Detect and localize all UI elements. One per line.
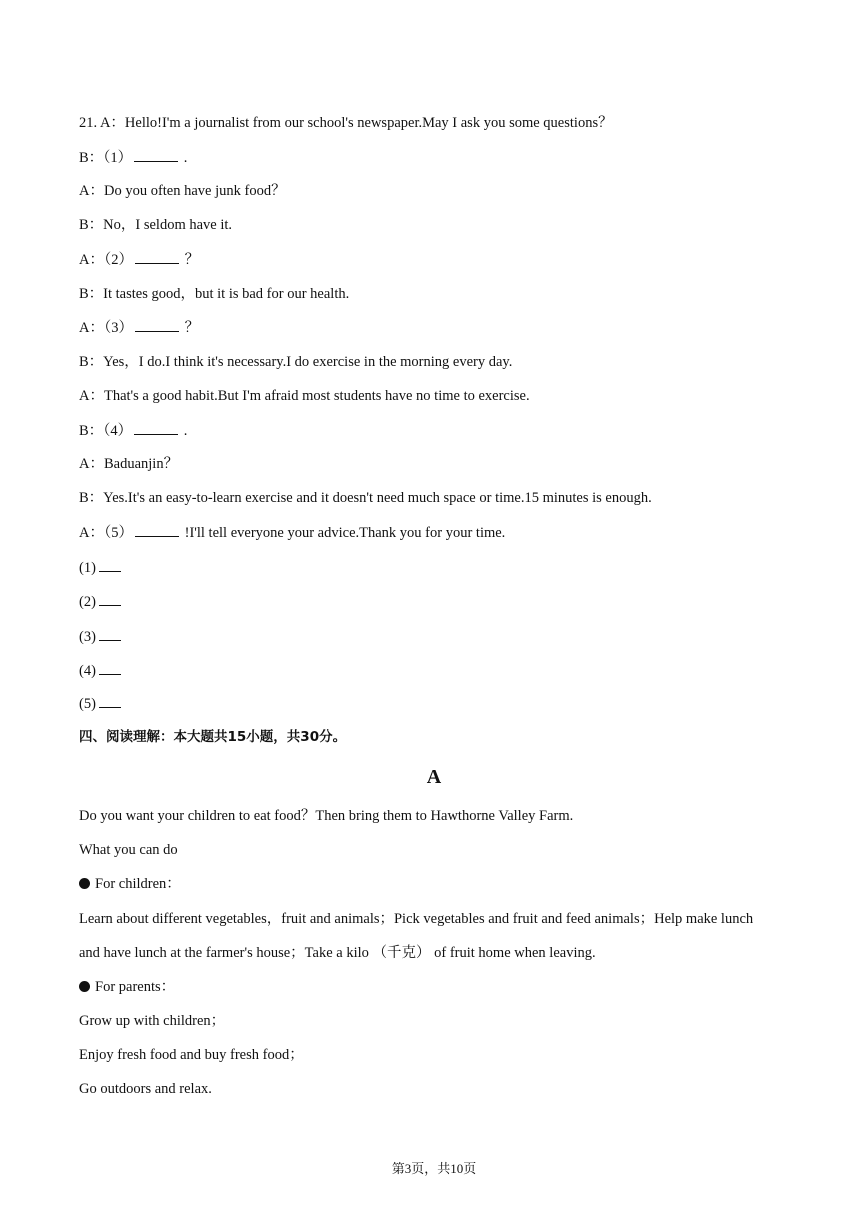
parents-item-2: Enjoy fresh food and buy fresh food； xyxy=(79,1047,304,1063)
answer-blank-2[interactable] xyxy=(135,249,179,264)
dialogue-line-10: A：Baduanjin？ xyxy=(79,456,179,472)
answer-blank-1[interactable] xyxy=(134,147,178,162)
dialogue-tail: ？ xyxy=(180,320,200,336)
answer-blank-3[interactable] xyxy=(135,317,179,332)
dialogue-speaker: A：（5） xyxy=(79,525,133,541)
section-heading-suffix: 分。 xyxy=(319,729,347,745)
dialogue-line-12 xyxy=(79,522,505,543)
answer-line-3 xyxy=(79,626,121,647)
section-score-count: 30 xyxy=(300,729,320,745)
dialogue-tail: . xyxy=(180,150,188,166)
dialogue-line-9 xyxy=(79,420,187,441)
answer-number: (3) xyxy=(79,629,96,645)
passage-title: A xyxy=(426,766,442,788)
dialogue-tail: !I'll tell everyone your advice.Thank you for your time. xyxy=(180,525,506,541)
dialogue-line-2: A：Do you often have junk food？ xyxy=(79,183,286,199)
dialogue-tail: ？ xyxy=(180,252,200,268)
dialogue-speaker: B：（1） xyxy=(79,150,133,166)
section-heading-middle: 小题，共 xyxy=(246,729,301,745)
dialogue-line-4 xyxy=(79,249,199,270)
dialogue-line-5: B：It tastes good，but it is bad for our health. xyxy=(79,286,350,302)
dialogue-line-3: B：No，I seldom have it. xyxy=(79,217,233,233)
answer-field-5[interactable] xyxy=(99,693,121,708)
parents-item-3: Go outdoors and relax. xyxy=(79,1081,212,1097)
section-question-count: 15 xyxy=(227,729,247,745)
dialogue-speaker: A：（3） xyxy=(79,320,133,336)
answer-line-5 xyxy=(79,693,121,714)
answer-line-4 xyxy=(79,660,121,681)
passage-subheading: What you can do xyxy=(79,842,178,858)
parents-heading xyxy=(79,977,175,997)
passage-intro: Do you want your children to eat food？Then bring them to Hawthorne Valley Farm. xyxy=(79,808,574,824)
children-text-line-1: Learn about different vegetables，fruit and animals；Pick vegetables and fruit and feed animals；Help make lunch xyxy=(79,911,754,927)
answer-line-2 xyxy=(79,591,121,612)
children-heading xyxy=(79,874,181,894)
section-heading-prefix: 四、阅读理解：本大题共 xyxy=(79,729,228,745)
dialogue-line-11: B：Yes.It's an easy-to-learn exercise and it doesn't need much space or time.15 minutes is enough. xyxy=(79,490,652,506)
dialogue-tail: . xyxy=(180,423,188,439)
answer-line-1 xyxy=(79,557,121,578)
dialogue-line-8: A：That's a good habit.But I'm afraid most students have no time to exercise. xyxy=(79,388,530,404)
dialogue-speaker: A：（2） xyxy=(79,252,133,268)
section-heading xyxy=(79,727,346,747)
parents-heading-label: For parents： xyxy=(95,979,176,995)
question-intro: 21. A：Hello!I'm a journalist from our school's newspaper.May I ask you some questions？ xyxy=(79,115,613,131)
bullet-icon xyxy=(79,981,90,992)
answer-field-2[interactable] xyxy=(99,591,121,606)
children-text-line-2: and have lunch at the farmer's house；Take a kilo （千克） of fruit home when leaving. xyxy=(79,945,596,961)
answer-field-4[interactable] xyxy=(99,660,121,675)
answer-number: (5) xyxy=(79,696,96,712)
answer-blank-4[interactable] xyxy=(134,420,178,435)
page-number: 第3页，共10页 xyxy=(391,1161,477,1176)
children-heading-label: For children： xyxy=(95,876,181,892)
bullet-icon xyxy=(79,878,90,889)
answer-number: (2) xyxy=(79,594,96,610)
parents-item-1: Grow up with children； xyxy=(79,1013,226,1029)
answer-number: (1) xyxy=(79,560,96,576)
answer-field-3[interactable] xyxy=(99,626,121,641)
answer-blank-5[interactable] xyxy=(135,522,179,537)
dialogue-line-6 xyxy=(79,317,199,338)
answer-number: (4) xyxy=(79,663,96,679)
answer-field-1[interactable] xyxy=(99,557,121,572)
dialogue-line-7: B：Yes，I do.I think it's necessary.I do exercise in the morning every day. xyxy=(79,354,513,370)
dialogue-speaker: B：（4） xyxy=(79,423,133,439)
dialogue-line-1 xyxy=(79,147,187,168)
